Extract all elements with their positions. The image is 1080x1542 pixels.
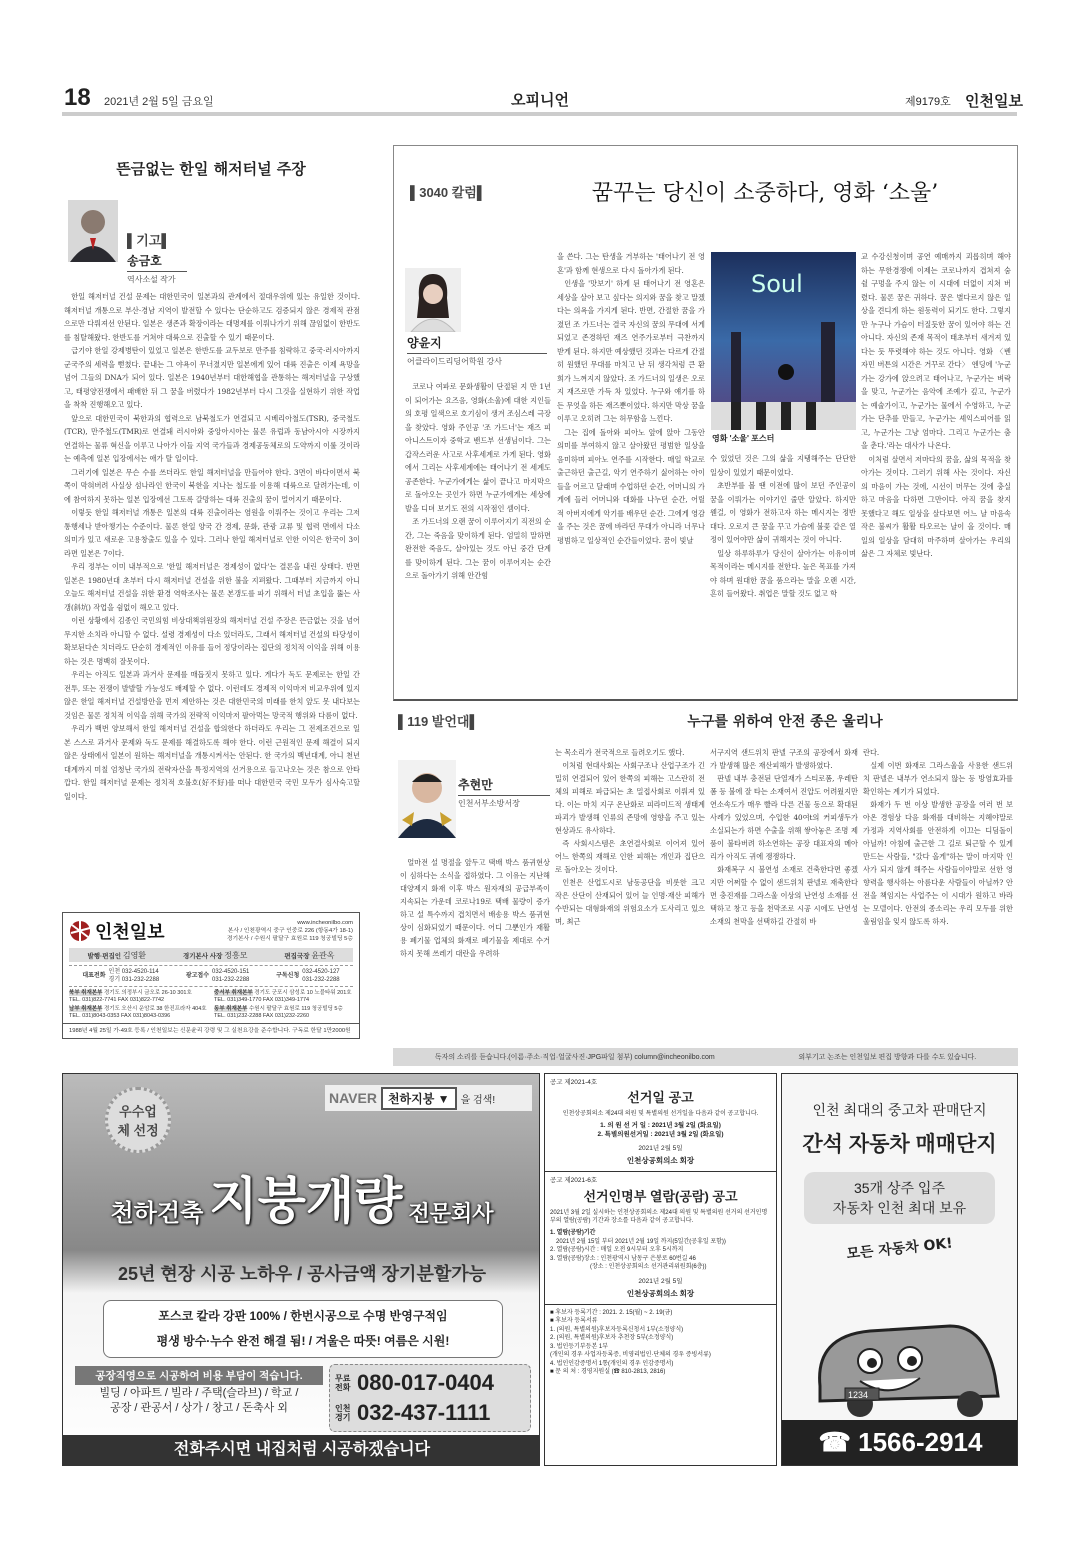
paragraph: 실제 이번 화재로 그라스울을 사용한 샌드위치 판넬은 내부가 연소되지 않는 등 방염효과를 확인하는 계기가 되었다. [863, 761, 1013, 796]
author-role: 어클라이드리딩어학원 강사 [407, 357, 502, 366]
target-buildings: 빌딩 / 아파트 / 빌라 / 주택(슬라브) / 학교 / 공장 / 관공서 / 상가 / 창고 / 돈축사 외 [99, 1387, 299, 1414]
author-name: 추현만 [458, 776, 550, 796]
notice-2-item: 1. 열람(공람)기간 [550, 1230, 596, 1236]
roof-ad-footer: 전화주시면 내집처럼 시공하겠습니다 [63, 1435, 540, 1465]
paragraph: 화재복구 시 불연성 소재로 건축한다면 좋겠지만 어쩌할 수 없이 샌드위치 판넬로 재축한다면 충진재를 그라스울 이상의 난연성 소재를 선택하고 창고 등을 천막조로 시공 시에도 난연성 소재의 천막을 선택하길 간절히 바 [710, 865, 858, 926]
masthead-logo: 인천일보 [95, 922, 165, 942]
masthead-gg-hq: 경기본사 / 수원시 팔달구 효원로 119 청궁빌딩 5층 [226, 936, 353, 942]
car-ad-phone[interactable]: ☎ 1566-2914 [782, 1420, 1018, 1465]
column-119-label: ▌119 발언대▌ [398, 714, 479, 729]
notice-2-body: 2021년 3월 2일 실시하는 인천상공회의소 제24대 의원 및 특별의원 선거의 선거인명부의 열람(공람) 기간과 장소를 다음과 같이 공고합니다. [550, 1210, 768, 1224]
disclaimer-notice: 외부기고 논조는 인천일보 편집 방향과 다를 수도 있습니다. [798, 1054, 977, 1061]
paragraph: 이런 상황에서 김종인 국민의힘 비상대책위원장의 해저터널 건설 주장은 뜬금없는 것을 넘어 무지한 소치라 아니할 수 없다. 설령 경제성이 다소 있더라도, 그래서 해저터널 건설의 타당성이 확보된다손 치더라도 단순히 경제적인 이유를 들어 정당이라는 집단의 정치적 이익을 위해 이용하는 것은 명백히 잘못이다. [64, 616, 360, 666]
excellent-company-badge: 우수업체 선정 [105, 1087, 171, 1153]
author-name: 송금호 [127, 252, 187, 272]
notice-1-item: 2. 특별의원선거일 : 2021년 3월 2일 (화요일) [597, 1131, 724, 1138]
notice-2-item: 3. 열람(공람)장소 : 인천광역시 남동구 은봉로 60번길 46 [550, 1255, 696, 1262]
info-line: ■ 후보자 등록기간 : 2021. 2. 15(월) ~ 2. 19(금) [550, 1309, 673, 1316]
section-title: 오피니언 [511, 92, 569, 109]
info-line: ■ 후보자 등록서류 [550, 1318, 598, 1324]
info-line: 1. (의원, 특별의원)후보자등록신청서 1부(소정양식) [550, 1326, 684, 1333]
paragraph: 인천은 산업도시로 남동공단을 비롯한 크고 작은 산단이 산재되어 있어 늘 인명·재산 피해가 수반되는 대형화재의 위험요소가 도사리고 있으며, 최근 [555, 878, 705, 926]
naver-search-box [325, 1085, 532, 1111]
paragraph: 인생을 '맛보기' 하게 된 태어나기 전 영혼은 세상을 살아 보고 싶다는 의지와 꿈을 찾고 말겠다는 의욕을 가지게 된다. 반면, 간절한 꿈을 가졌던 조 가드너는 결국 자신의 꿈의 무대에 서게 되었고 존경하던 재즈 연주가로부터 극찬까지 받게 된다. 하지만 예상했던 것과는 다르게 간절히 원했던 무대를 마치고 난 뒤 생각처럼 큰 환희가 느껴지지 않았다. 조 가드너의 일생은 오로지 재즈로만 가득 차 있었다. 누구와 얘기를 하든 무엇을 하든 재즈뿐이었다. 하지만 막상 꿈을 이루고 오히려 그는 허무함을 느낀다. [557, 279, 705, 423]
column-3040-col-3 [710, 452, 856, 601]
header-rule [62, 112, 1017, 116]
author-role: 역사소설 작가 [127, 275, 176, 284]
notice-1-date: 2021년 2월 5일 [638, 1145, 683, 1152]
local-phone[interactable]: 032-437-1111 [357, 1400, 491, 1425]
ad-phone-2: 031-232-2288 [212, 977, 250, 983]
column-119-col-1 [400, 856, 550, 960]
author-photo [398, 760, 456, 838]
column-3040-label: ▌3040 칼럼▌ [410, 185, 487, 200]
paragraph: 화재가 두 번 이상 발생한 공장을 여러 번 보아온 경험상 다음 화재를 대비하는 지혜야말로 가정과 지역사회를 안전하게 이끄는 디딤돌이 아닐까! 아침에 출근한 그 길로 퇴근할 수 있게 만드는 사람들, "갔다 올게"하는 말이 마지막 인사가 되지 않게 해주는 사람들이야말로 선한 영향력을 행사하는 아름다운 사람들이 아닐까? 안전을 책임지는 사업주는 이 시대가 원하고 바라는 모델이다. 안전의 종소리는 우리 모두를 위한 울림임을 잊지 않도록 하자. [863, 800, 1013, 926]
company-name: 천하건축 [110, 1200, 204, 1227]
person-icon [405, 268, 461, 332]
ad-label: 광고접수 [185, 973, 210, 979]
notice-2-date: 2021년 2월 5일 [638, 1277, 683, 1285]
sub-phone-2: 031-232-2288 [302, 977, 340, 983]
gg-ceo: 정흥모 [224, 950, 248, 960]
license-plate: 1234 [848, 1390, 869, 1400]
masthead-footer: 1988년 4월 25일 가-49호 등록 / 인천일보는 신문윤리 강령 및 그 실천요강을 준수합니다. 구독료 한달 1만2000원 [63, 1023, 359, 1038]
roof-headline: 지붕개량 [209, 1173, 403, 1229]
column-3040-headline: 꿈꾸는 당신이 소중하다, 영화 ‘소울’ [591, 181, 939, 206]
bureau-north: 북부 취재본부 경기도 의정부시 금오로 26-10 301호 TEL. 031)822-7741 FAX 031)822-7742 [69, 990, 192, 1003]
notice-2-number: 공고 제2021-6호 [550, 1177, 598, 1184]
sub-phone-1: 032-4520-127 [302, 969, 340, 975]
poster-image-icon [711, 252, 856, 430]
editor: 윤관옥 [311, 950, 335, 960]
column-3040-col-1 [405, 380, 551, 583]
paragraph: 그러기에 일본은 무슨 수를 쓰더라도 한일 해저터널을 만들어야 한다. 3면이 바다이면서 북쪽이 막혀버려 사실상 섬나라인 한국이 북한을 지나는 철도를 이용해 대륙으로 달려가는데, 이에 참여하지 못하는 일본 입장에선 그토록 갈망하는 대륙 진출의 꿈이 멀어지기 때문이다. [64, 467, 360, 504]
paragraph: 판넬 내부 충전된 단열재가 스티로폼, 우레탄폼 등 불에 잘 타는 소재여서 진압도 어려웠지만 연소속도가 매우 빨라 다른 건물 동으로 확대된 사례가 있었으며, 수입한 40여t의 커피생두가 소실되는가 하면 수출을 위해 쌓아놓은 조명 제품이 불타버려 하소연하는 공장 대표자의 메아리가 아직도 귀에 쟁쟁하다. [710, 774, 858, 861]
headline-suffix: 전문회사 [408, 1201, 494, 1226]
car-ad-box-1: 35개 상주 입주 [854, 1180, 945, 1196]
car-ad-box-2: 자동차 인천 최대 보유 [832, 1200, 967, 1216]
column-3040-col-4 [861, 250, 1011, 561]
info-line: 4. 법인인감증명서 1통(개인의 경우 인감증명서) [550, 1360, 674, 1367]
election-notice-ad [544, 1073, 777, 1466]
column-3040-col-2 [557, 250, 705, 547]
search-suffix: 을 검색! [460, 1094, 496, 1106]
column-119-col-3 [710, 746, 858, 928]
feature-2: 평생 방수·누수 완전 해결 됨! / 겨울은 따뜻! 여름은 시원! [156, 1334, 450, 1348]
notice-1-title: 선거일 공고 [627, 1090, 694, 1105]
left-article-body [64, 290, 360, 803]
paragraph: 앞으로 대한민국이 북한과의 협력으로 남북철도가 연결되고 시베리아철도(TSR), 중국철도(TCR), 만주철도(TMR)로 연결돼 러시아와 중앙아시아는 물론 유럽과 동남아시아 시장까지 연결하는 물류 혁신을 이루고 나아가 이들 지역 국가들과 경제공동체로의 도약까지 이룰 것이라는 예측에 일본 입장에서는 애가 탈 일이다. [64, 413, 360, 463]
phone-2: 경기 031-232-2288 [108, 977, 160, 983]
left-article-headline: 뜬금없는 한일 해저터널 주장 [116, 160, 306, 178]
free-call-label: 무료 전화 [335, 1374, 351, 1392]
feature-1: 포스코 칼라 강판 100% / 한번시공으로 수명 반영구적임 [158, 1309, 448, 1323]
poster-caption: 영화 '소울' 포스터 [712, 434, 775, 443]
free-phone[interactable]: 080-017-0404 [357, 1370, 495, 1395]
notice-2-item: 2. 열람(공람)시간 : 매일 오전 9시부터 오후 5시까지 [550, 1247, 684, 1253]
local-call-label: 인천 경기 [335, 1404, 351, 1422]
author-name: 양윤지 [407, 334, 547, 354]
masthead-url[interactable]: www.incheonilbo.com [297, 920, 353, 926]
notice-1-item: 1. 의 원 선 거 일 : 2021년 3월 2일 (화요일) [600, 1122, 721, 1129]
masthead-box [62, 912, 360, 1039]
paragraph: 그는 집에 돌아와 피아노 앞에 앉아 그동안 의미를 부여하지 않고 살아왔던 평범한 일상을 음미하며 피아노 연주를 시작한다. 매일 학교로 출근하던 출근길, 악기 연주하기 싫어하는 아이들을 어르고 달래며 수업하던 순간, 어머니의 가게에 들러 어머니와 대화를 나누던 순간, 어릴 적 아버지에게 악기를 배우던 순간. 그에게 영감을 주는 것은 꿈에 바라던 무대가 아니라 너무나 평범하고 일상적인 순간들이었다. 꿈이 빛날 [557, 427, 705, 545]
phone-1: 인천 032-4520-114 [108, 969, 159, 975]
naver-logo: NAVER [329, 1090, 377, 1106]
used-car-ad[interactable] [781, 1073, 1018, 1466]
author-photo [68, 200, 118, 262]
column-119-col-2 [555, 746, 705, 928]
bureau-east: 동부 취재본부 수원시 팔달구 효원로 119 청궁빌딩 5층 TEL. 031)232-2288 FAX 031)232-2260 [214, 1006, 343, 1019]
paragraph: 이처럼 살면서 저마다의 꿈을, 삶의 목적을 찾아가는 것이다. 그러기 위해 사는 것이다. 자신의 마음이 가는 것에, 시선이 머무는 것에 충실하고 마음을 다하면 그만이다. 아직 꿈을 찾지 못했다고 해도 일상을 살다보면 어느 날 마음속 작은 불씨가 활활 타오르는 날이 올 것이다. 매일의 일상을 담대히 마주하며 살아가는 우리의 삶은 그 자체로 빛난다. [861, 454, 1011, 558]
incheon-ilbo-logo-icon [69, 920, 91, 942]
paragraph: 즉 사회시스템은 초연결사회로 이어져 있어 어느 한쪽의 재해로 인한 피해는 개인과 집단으로 돌아오는 것이다. [555, 839, 705, 874]
cartoon-car-icon [800, 1296, 1005, 1418]
paragraph: 이렇듯 한일 해저터널 개통은 일본의 대륙 진출이라는 염원을 이뤄주는 것이고 우리는 그저 통행세나 받아챙기는 수준이다. 물론 한일 양국 간 경제, 문화, 관광 교류 및 협력 면에서 다소 의미가 있고 새로운 고용창출도 있을 수 있다. 그러나 한일 해저터널로 인한 이익은 한국이 3이라면 일본은 7이다. [64, 508, 360, 558]
paragraph: 이처럼 현대사회는 사회구조나 산업구조가 긴밀히 연결되어 있어 한쪽의 피해는 고스란히 전체의 피해로 파급되는 초 밀접사회로 이뤄져 있다. 이는 마치 지구 온난화로 피라미드적 생태계 파괴가 발생해 인류의 존망에 영향을 주고 있는 현상과도 유사하다. [555, 761, 705, 835]
paragraph: 급기야 한일 강제병탄이 있었고 일본은 한반도를 교두보로 만주를 침략하고 중국·러시아까지 군국주의 세력을 뻗쳤다. 끝내는 그 야욕이 무너졌지만 일본에게 있어 대륙 진출은 이제 욕망을 넘어 그들의 DNA가 되어 있다. 일본은 1940년부터 대한해협을 관통하는 해저터널을 구상했고, 태평양전쟁에서 패배한 뒤 그 꿈을 버렸다가 1982년부터 다시 그것을 실현하기 위한 작업을 착착 진행해오고 있다. [64, 346, 360, 409]
paragraph: 우리가 백번 양보해서 한일 해저터널 건설을 합의한다 하더라도 우리는 그 전제조건으로 일본 스스로 과거사 문제와 독도 문제를 해결하도록 해야 한다. 이런 근원적인 문제 해결이 되지 않은 상태에서 일본이 원하는 해저터널을 개통시켜서는 안된다. 한 국가의 백년대계, 아니 천년대계까지 미칠 엄청난 국가의 전략자산을 특정지역의 선거용으로 들고나오는 것은 참으로 안타깝다. 한일 해저터널 문제는 정치적 호불호(好不好)를 떠나 대한민국 국민 모두가 심사숙고할 일이다. [64, 724, 360, 801]
bureau-south: 남부 취재본부 경기도 오산시 운암로 38 한진프라자 404호 TEL. 031)8043-0353 FAX 031)8043-0396 [69, 1006, 207, 1019]
notice-2-item: 2021년 2월 15일 부터 2021년 2월 19일 까지(5일간(공휴일 포함)) [556, 1238, 726, 1245]
author-role: 인천서부소방서장 [458, 799, 520, 808]
paragraph: 우리 정부는 이미 내부적으로 '한일 해저터널은 경제성이 없다'는 결론을 내린 상태다. 반면 일본은 1980년대 초부터 다시 해저터널 건설을 위한 불을 지펴왔다. 그때부터 지금까지 아니 오늘도 해저터널 건설을 위한 환경 역학조사는 물론 본갱도를 파기 위해서 터널 초입을 뚫는 사갱(斜坑) 작업을 쉼없이 해오고 있다. [64, 562, 360, 612]
notice-2-signature: 인천상공회의소 회장 [626, 1288, 695, 1298]
column-119-col-4 [863, 746, 1013, 928]
roof-tagline: 25년 현장 시공 노하우 / 공사금액 장기분할가능 [117, 1264, 486, 1284]
info-line: 3. 법인등기부등본 1부 [550, 1343, 609, 1350]
car-ad-headline: 간석 자동차 매매단지 [802, 1133, 997, 1156]
bureau-central-west: 중서부 취재본부 경기도 군포시 삼성로 10 노블타워 201호 TEL. 031)349-1770 FAX 031)349-1774 [214, 990, 352, 1003]
info-line: 2. (의원, 특별의원)후보자 추천장 5부(소정양식) [550, 1335, 674, 1341]
sub-label: 구독신청 [276, 973, 300, 979]
svg-text:Soul: Soul [751, 270, 803, 298]
notice-1-signature: 인천상공회의소 회장 [626, 1156, 695, 1165]
paragraph: 일상 하루하루가 당신이 살아가는 이유이며 목적이라는 메시지를 전한다. 높은 목표를 가져야 하며 원대한 꿈을 품으라는 말을 오랜 시간, 흔히 들어왔다. 취업은 말할 것도 없고 학 [710, 548, 856, 598]
info-line: ■ 문 의 처 : 경영지원실 (☎ 810-2813, 2816) [550, 1369, 666, 1375]
masthead-hq: 본사 / 인천광역시 중구 인중로 226 (항동4가 18-1) [227, 928, 353, 934]
ad-phone-1: 032-4520-151 [212, 969, 250, 975]
notice-2-item: (장소 : 인천상공회의소 선거관리위원회(6층)) [590, 1264, 707, 1270]
notice-2-title: 선거인명부 열람(공람) 공고 [583, 1189, 738, 1204]
notice-1-body: 인천상공회의소 제24대 의원 및 특별의원 선거일을 다음과 같이 공고합니다. [562, 1111, 759, 1117]
column-label: ▌기고▌ [127, 233, 171, 248]
reader-notice-bar [393, 1048, 1018, 1066]
author-photo [405, 268, 461, 332]
phone-label: 대표전화 [82, 973, 106, 979]
paragraph: 조 가드너의 오랜 꿈이 이루어지기 직전의 순간, 그는 죽음을 맞이하게 된다. 엄밀히 말하면 완전한 죽음도, 살아있는 것도 아닌 중간 단계를 맞이하게 된다. 그는 꿈이 이루어지는 순간으로 돌아가기 위해 안간힘 [405, 517, 551, 580]
reader-submission-notice: 독자의 소리를 듣습니다.(이름·주소·직업·얼굴사진·JPG파일 첨부) column@incheonilbo.com [434, 1054, 715, 1061]
person-icon [398, 760, 456, 838]
candidate-info [545, 1305, 776, 1381]
paragraph: 얼마전 설 명절을 앞두고 택배 박스 품귀현상이 심하다는 소식을 접하였다. 그 이유는 지난해 대양제지 화재 이후 박스 원자재의 공급부족이 지속되는 가운데 코로나19로 택배 물량이 증가하고 설 특수까지 겹치면서 배송용 박스 품귀현상이 심화되었기 때문이다. 어디 그뿐인가 재활용 폐기물 업체의 화재로 폐기물을 제대로 수거하지 못해 쓰레기 대란을 우려하 [400, 858, 550, 958]
column-119-headline: 누구를 위하여 안전 종은 울리나 [687, 714, 883, 730]
paragraph: 서구지역 샌드위치 판넬 구조의 공장에서 화재가 발생해 많은 재산피해가 발생하였다. [710, 748, 858, 770]
paragraph: 한일 해저터널 건설 문제는 대한민국이 일본과의 관계에서 절대우위에 있는 유일한 것이다. 해저터널 개통으로 부산·경남 지역이 발전할 수 있다는 단순하고도 검증되지 않은 경제적 관점으로만 다뤄져선 안된다. 일본은 생존과 확장이라는 대명제를 이뤄나가기 위해 끊임없이 한반도를 침탈해왔다. 한반도를 거쳐야 대륙으로 진출할 수 있기 때문이다. [64, 292, 360, 342]
paragraph: 을 쓴다. 그는 탄생을 거부하는 '태어나기 전 영혼'과 함께 현생으로 다시 돌아가게 된다. [557, 252, 705, 275]
search-term: 천하지붕 ▼ [381, 1087, 457, 1110]
paragraph: 는 목소리가 전국적으로 들려오기도 했다. [555, 748, 685, 757]
paragraph: 코로나 여파로 문화생활이 단절된 지 만 1년이 되어가는 요즈음, 영화(소울)에 대한 지인들의 호평 일색으로 호기심이 생겨 조심스레 극장을 찾았다. 영화 주인공 '조 가드너'는 재즈 피아니스트이자 중학교 밴드부 선생님이다. 그는 갑작스러운 사고로 사후세계로 가게 된다. 영화에서 그리는 사후세계에는 태어나기 전 세계도 공존한다. 누군가에게는 삶이 끝나고 마지막으로 돌아오는 곳인가 하면 누군가에게는 세상에 발을 디뎌 보기도 전의 시작점인 셈이다. [405, 382, 551, 513]
paragraph: 교 수강신청이며 공연 예매까지 괴롭히며 해야 하는 무한경쟁에 이제는 코로나까지 겹쳐져 숨 쉴 구멍을 주지 않는 이 시대에 더없이 지쳐 버렸다. 물론 꿈은 귀하다. 꿈은 별다르지 않은 일상을 견디게 하는 원동력이 되기도 한다. 그렇지만 누구나 가슴이 터질듯한 꿈이 있어야 하는 건 아니다. 자신의 존재 목적이 태초부터 새겨져 있다는 듯 뚜렷해야 하는 것도 아니다. 영화 〈벤자민 버튼의 시간은 거꾸로 간다〉 엔딩에 '누군가는 강가에 앉으려고 태어나고, 누군가는 벼락을 맞고, 누군가는 음악에 조예가 깊고, 누군가는 예술가이고, 누군가는 물에서 수영하고, 누군가는 단추를 만들고, 누군가는 셰익스피어를 읽고, 누군가는 그냥 엄마다. 그리고 누군가는 춤을 춘다.'라는 대사가 나온다. [861, 252, 1011, 450]
paragraph: 란다. [863, 748, 880, 757]
gg-ceo-label: 경기본사 사장 [182, 952, 223, 960]
person-icon [68, 200, 118, 262]
publisher: 김영환 [122, 950, 147, 960]
issue-date: 2021년 2월 5일 금요일 [104, 96, 214, 108]
paragraph: 초반부를 볼 땐 이전에 많이 보던 주인공이 꿈을 이뤄가는 이야기인 줄만 알았다. 하지만 웬걸, 이 영화가 전하고자 하는 메시지는 정반대다. 오로지 큰 꿈을 꾸고 가슴에 불꽃 같은 열정이 있어야만 삶이 귀해지는 것이 아니다. [710, 481, 856, 544]
roofing-ad[interactable] [62, 1073, 540, 1466]
car-ad-slogan: 모든 자동차 OK! [845, 1235, 954, 1263]
page-number: 18 [64, 84, 91, 111]
notice-1-number: 공고 제2021-4호 [550, 1079, 598, 1086]
paragraph: 수 있었던 것은 그의 삶을 지탱해주는 단단한 일상이 있었기 때문이었다. [710, 454, 856, 477]
editor-label: 편집국장 [284, 952, 310, 960]
info-line: (개인의 경우 사업자등록증, 비영리법인·단체의 경우 증빙서류) [550, 1352, 711, 1358]
car-ad-top: 인천 최대의 중고차 판매단지 [812, 1102, 987, 1118]
paper-name: 인천일보 [965, 93, 1023, 110]
paragraph: 우리는 아직도 일본과 과거사 문제를 매듭짓지 못하고 있다. 게다가 독도 문제로는 한일 간 전투, 또는 전쟁이 발발할 가능성도 배제할 수 없다. 이런데도 경제적 이익마저 비교우위에 있지 않은 한일 해저터널 건설방안을 먼저 제안하는 것은 대한민국의 미래를 한치 앞도 못 내다보는 것임은 물론 정치적 이익을 위해 국가의 전략적 이익마저 팔아먹는 망국적 행위와 다름이 없다. [64, 670, 360, 720]
soul-movie-poster [711, 252, 856, 430]
issue-number: 제9179호 [905, 96, 951, 108]
factory-direct: 공장직영으로 시공하여 비용 부담이 적습니다. [75, 1366, 323, 1385]
publisher-label: 발행·편집인 [87, 952, 122, 960]
